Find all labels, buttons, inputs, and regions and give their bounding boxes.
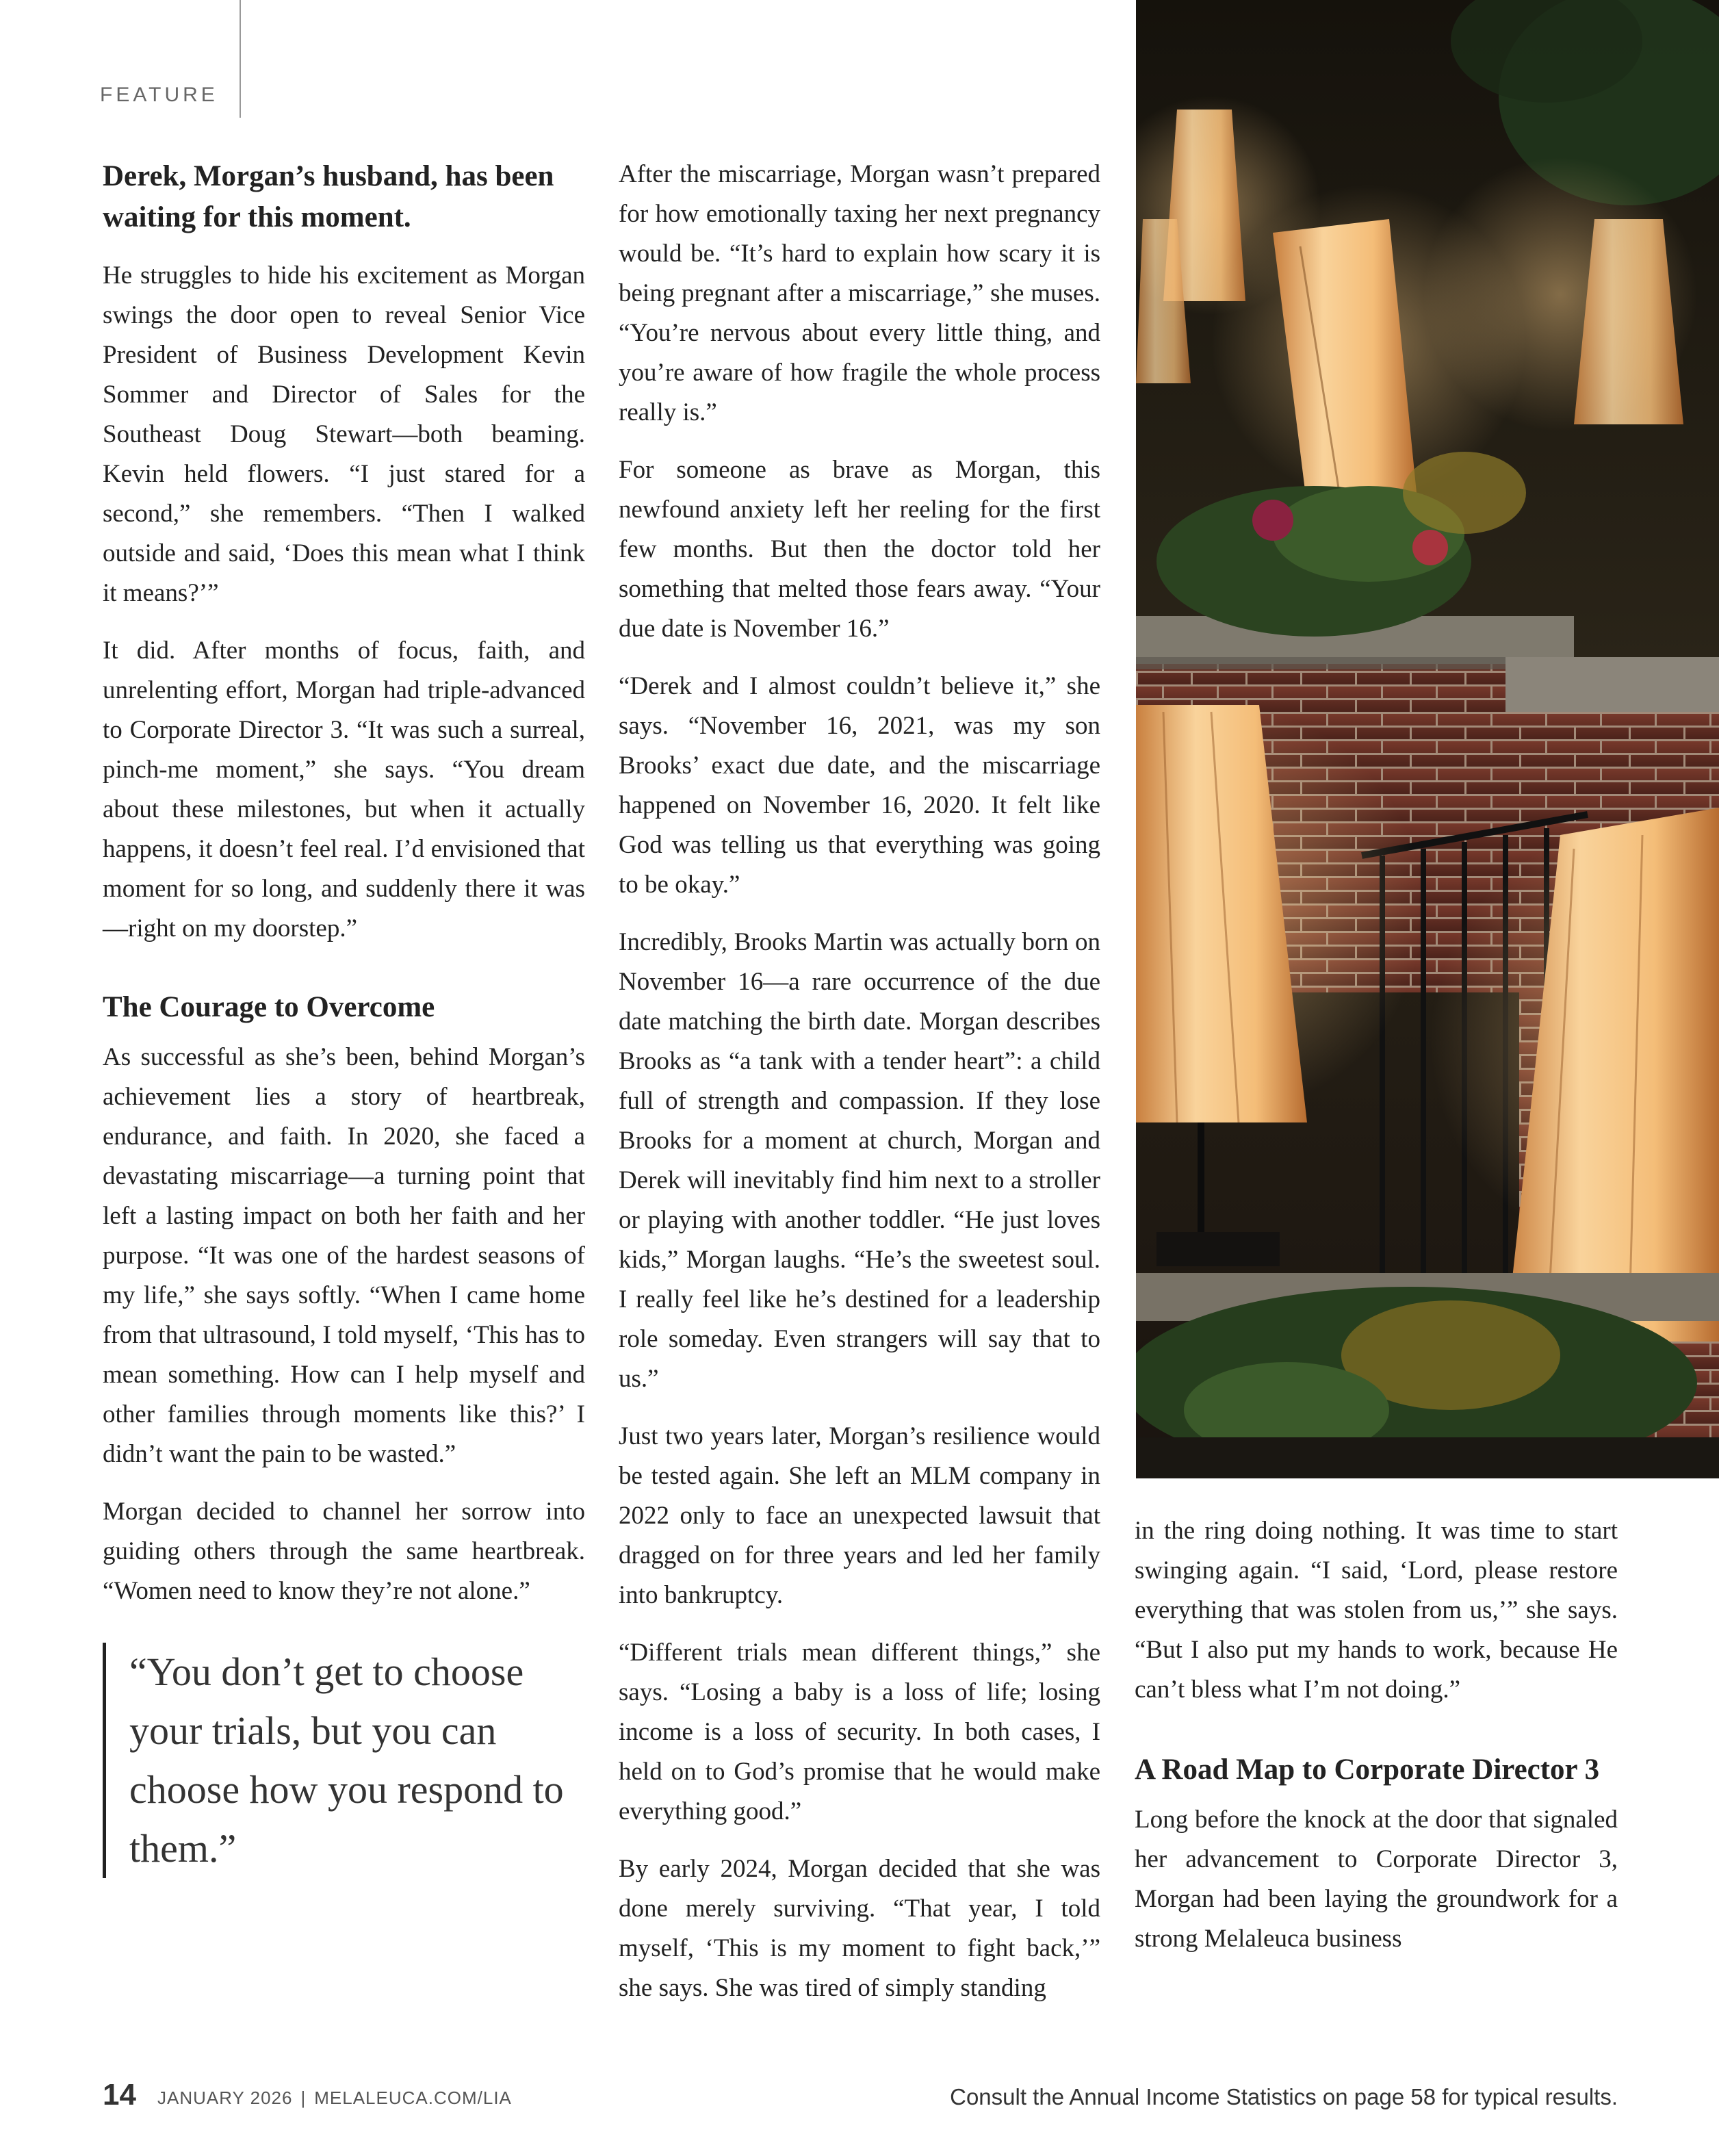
body-paragraph: in the ring doing nothing. It was time to start swinging again. “I said, ‘Lord, please restore everything that was stolen from us,’” she says. “But I also put my hands to work, because He can’t bless what I’m not doing.” — [1135, 1517, 1618, 1704]
issue-date: JANUARY 2026 — [157, 2088, 293, 2108]
lead-paragraph: Derek, Morgan’s husband, has been waiting for this moment. — [103, 160, 554, 233]
body-paragraph: Long before the knock at the door that signaled her advancement to Corporate Director 3, Morgan had been laying the groundwork for a strong Melaleuca business — [1135, 1806, 1618, 1953]
body-paragraph: “Different trials mean different things,” she says. “Losing a baby is a loss of life; losing income is a loss of security. In both cases, I held on to God’s promise that he would make everything good.” — [619, 1639, 1100, 1825]
body-paragraph: Just two years later, Morgan’s resilience would be tested again. She left an MLM company in 2022 only to face an unexpected lawsuit that dragged on for three years and led her family into bankruptcy. — [619, 1422, 1100, 1609]
page-footer — [103, 2078, 1618, 2112]
body-paragraph: For someone as brave as Morgan, this newfound anxiety left her reeling for the first few months. But then the doctor told her something that melted those fears away. “Your due date is November 16.” — [619, 456, 1100, 643]
column-1 — [103, 156, 585, 1878]
lanterns-photo-illustration — [1136, 0, 1719, 1478]
section-label: FEATURE — [100, 84, 218, 106]
body-paragraph: As successful as she’s been, behind Morgan’s achievement lies a story of heartbreak, endurance, and faith. In 2020, she faced a devastating miscarriage—a turning point that left a lasting impact on both her faith and her purpose. “It was one of the hardest seasons of my life,” she says softly. “When I came home from that ultrasound, I told myself, ‘This has to mean something. How can I help myself and other families through moments like this?’ I didn’t want the pain to be wasted.” — [103, 1043, 585, 1468]
column-3 — [1135, 1511, 1618, 1977]
body-paragraph: It did. After months of focus, faith, and unrelenting effort, Morgan had triple-advanced to Corporate Director 3. “It was such a surreal, pinch-me moment,” she says. “You dream about these milestones, but when it actually happens, it doesn’t feel real. I’d envisioned that moment for so long, and suddenly there it was—right on my doorstep.” — [103, 637, 585, 942]
income-disclaimer: Consult the Annual Income Statistics on page 58 for typical results. — [950, 2084, 1618, 2109]
body-paragraph: Morgan decided to channel her sorrow into guiding others through the same heartbreak. “Women need to know they’re not alone.” — [103, 1498, 585, 1605]
body-paragraph: After the miscarriage, Morgan wasn’t prepared for how emotionally taxing her next pregnancy would be. “It’s hard to explain how scary it is being pregnant after a miscarriage,” she muses. “You’re nervous about every little thing, and you’re aware of how fragile the whole process really is.” — [619, 160, 1100, 426]
section-divider — [240, 0, 241, 118]
lanterns-photo — [1136, 0, 1719, 1478]
footer-site-link[interactable]: MELALEUCA.COM/LIA — [314, 2088, 512, 2108]
subheading-road-map: A Road Map to Corporate Director 3 — [1135, 1754, 1600, 1786]
subheading-courage: The Courage to Overcome — [103, 991, 435, 1023]
pull-quote: “You don’t get to choose your trials, but you can choose how you respond to them.” — [103, 1643, 585, 1878]
footer-issue-info — [157, 2088, 512, 2108]
body-paragraph: Incredibly, Brooks Martin was actually born on November 16—a rare occurrence of the due date matching the birth date. Morgan describes Brooks as “a tank with a tender heart”: a child full of strength and compassion. If they lose Brooks for a moment at church, Morgan and Derek will inevitably find him next to a stroller or playing with another toddler. “He just loves kids,” Morgan laughs. “He’s the sweetest soul. I really feel like he’s destined for a leadership role someday. Even strangers will say that to us.” — [619, 928, 1100, 1393]
body-paragraph: “Derek and I almost couldn’t believe it,” she says. “November 16, 2021, was my son Brooks’ exact due date, and the miscarriage happened on November 16, 2020. It felt like God was telling us that everything was going to be okay.” — [619, 672, 1100, 899]
footer-separator: | — [300, 2088, 307, 2108]
page-number: 14 — [103, 2078, 136, 2112]
body-paragraph: By early 2024, Morgan decided that she was done merely surviving. “That year, I told myself, ‘This is my moment to fight back,’” she says. She was tired of simply standing — [619, 1855, 1100, 2002]
column-2 — [619, 155, 1100, 2026]
body-paragraph: He struggles to hide his excitement as Morgan swings the door open to reveal Senior Vice President of Business Development Kevin Sommer and Director of Sales for the Southeast Doug Stewart—both beaming. Kevin held flowers. “I just stared for a second,” she remembers. “Then I walked outside and said, ‘Does this mean what I think it means?’” — [103, 261, 585, 607]
